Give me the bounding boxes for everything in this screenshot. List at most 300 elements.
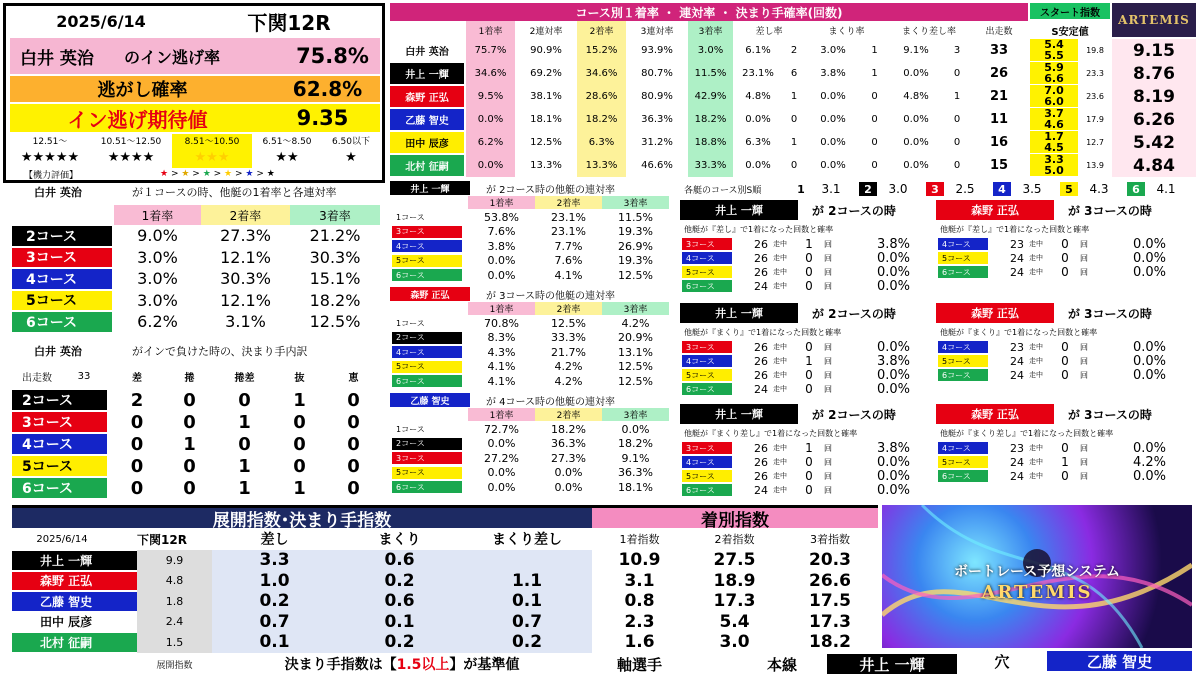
artemis-logo: ARTEMIS — [1112, 3, 1196, 37]
bottom-racer: 北村 征嗣 — [12, 633, 137, 652]
bottom-panel — [12, 505, 925, 674]
rate-cell: 33.3% — [551, 331, 586, 344]
racer-name: 井上 一輝 — [390, 63, 464, 84]
count-cell: 0 — [347, 455, 360, 477]
stat-cell: 9.5% — [466, 85, 515, 108]
stat-cell: 0.0% — [745, 160, 771, 171]
one-course-rows — [12, 225, 380, 335]
course-label: 3コース — [392, 452, 462, 464]
stat-cell: 6.1% — [745, 45, 771, 56]
rate-cell: 4.1% — [487, 360, 516, 373]
start-count: 26 — [754, 340, 768, 354]
racer-name: 北村 征嗣 — [390, 155, 464, 176]
rate-cell: 3.0% — [137, 290, 178, 310]
main-racer: 井上 一輝 — [827, 654, 957, 674]
method-index: 0.1 — [384, 611, 415, 632]
course-label: 2コース — [392, 332, 462, 344]
course-label: 4コース — [12, 269, 112, 289]
course-label: 2コース — [12, 390, 107, 410]
win-rate: 0.0% — [876, 368, 910, 382]
finish-method-panels — [680, 200, 1198, 502]
col-header: まくり差し率 — [901, 26, 956, 37]
method-index: 0.2 — [511, 632, 543, 653]
stat-cell: 15.2% — [577, 39, 626, 62]
stat-cell: 33.3% — [688, 154, 733, 177]
rate-cell: 11.5% — [618, 210, 653, 224]
win-rate: 0.0% — [876, 251, 910, 265]
rate-cell: 12.1% — [220, 290, 271, 310]
rate-cell: 0.0% — [487, 254, 516, 267]
stat-cell: 11.5% — [688, 62, 733, 85]
panel-subtitle: 他艇が『まくり』で1着になった回数と確率 — [684, 327, 842, 337]
stat-cell: 0.0% — [820, 91, 846, 102]
stat-cell: 46.6% — [641, 160, 673, 171]
mid-racer: 乙藤 智史 — [390, 393, 470, 407]
bottom-racer: 森野 正弘 — [12, 572, 137, 591]
count-cell: 0 — [183, 389, 196, 411]
s-value: 13.9 — [1086, 161, 1104, 170]
start-count: 24 — [754, 483, 768, 497]
stat-cell: 69.2% — [530, 68, 562, 79]
method-index: 1.1 — [511, 570, 543, 591]
win-count: 0 — [1061, 441, 1069, 455]
bottom-racer: 乙藤 智史 — [12, 592, 137, 611]
unit-label: 回 — [824, 342, 832, 352]
stat-cell: 6.3% — [577, 131, 626, 154]
course-label: 6コース — [682, 280, 732, 292]
one-course-h1: 1着率 — [114, 205, 201, 225]
stat-cell: 18.2% — [577, 108, 626, 131]
s-order-value: 2.5 — [955, 182, 975, 196]
rate-cell: 0.0% — [554, 466, 583, 479]
stat-cell: 4.8% — [745, 91, 771, 102]
scale-stars: ★ — [345, 149, 357, 165]
mid-col-header: 1着率 — [468, 408, 535, 421]
course-label: 6コース — [938, 470, 988, 482]
unit-label: 走中 — [773, 385, 787, 393]
count-cell: 0 — [347, 411, 360, 433]
unit-label: 回 — [824, 253, 832, 263]
scale-range: 10.51～12.50 — [100, 136, 162, 146]
rate-cell: 20.9% — [618, 331, 653, 344]
unit-label: 回 — [824, 384, 832, 394]
win-rate: 0.0% — [1132, 469, 1166, 483]
rate-cell: 19.3% — [618, 225, 653, 238]
method-index — [462, 550, 592, 571]
stat-cell: 0.0% — [745, 114, 771, 125]
rate-cell: 36.3% — [551, 437, 586, 450]
unit-label: 走中 — [1029, 371, 1043, 379]
rate-cell: 7.6% — [554, 254, 583, 267]
rate-cell: 18.1% — [618, 480, 653, 494]
course-label: 5コース — [682, 470, 732, 482]
in-rate-label: のイン逃げ率 — [124, 47, 221, 67]
mid-col-header: 2着率 — [535, 196, 602, 209]
stat-cell: 0.0% — [820, 114, 846, 125]
rate-cell: 27.2% — [484, 451, 519, 465]
unit-label: 走中 — [1029, 254, 1043, 262]
one-course-title — [10, 183, 388, 201]
col-header: 3着率 — [688, 21, 733, 39]
stat-cell: 26 — [989, 66, 1009, 81]
start-index: 8.76 — [1112, 62, 1196, 85]
stat-cell: 34.6% — [577, 62, 626, 85]
stat-cell: 13.3% — [577, 154, 626, 177]
course-label: 5コース — [392, 255, 462, 267]
mid-col-header: 1着率 — [468, 196, 535, 209]
unit-label: 回 — [1080, 239, 1088, 249]
win-count: 0 — [805, 455, 813, 469]
mid-col-header: 1着率 — [468, 302, 535, 315]
unit-label: 回 — [1080, 370, 1088, 380]
s-stable-label: S安定値 — [1051, 26, 1089, 38]
stat-cell: 75.7% — [466, 39, 515, 62]
course-label: 6コース — [392, 375, 462, 387]
one-course-caption: が１コースの時、他艇の1着率と各連対率 — [132, 186, 337, 199]
rate-cell: 6.2% — [137, 312, 178, 332]
racer-name: 田中 辰彦 — [390, 132, 464, 153]
start-count: 26 — [754, 441, 768, 455]
unit-label: 走中 — [773, 444, 787, 452]
stat-cell: 34.6% — [466, 62, 515, 85]
mid-racer: 森野 正弘 — [390, 287, 470, 301]
star-scale — [10, 134, 380, 168]
start-index-label: スタート指数 — [1030, 3, 1110, 19]
start-count: 26 — [754, 368, 768, 382]
start-count: 24 — [1010, 469, 1024, 483]
rate-cell: 13.1% — [618, 345, 653, 359]
count-cell: 0 — [293, 433, 306, 455]
panel-caption: が 3コースの時 — [1068, 306, 1152, 321]
one-course-h3: 3着率 — [290, 205, 380, 225]
count-cell: 0 — [130, 477, 144, 499]
mid-caption: が 3コース時の他艇の連対率 — [486, 290, 616, 301]
panel-racer: 森野 正弘 — [936, 200, 1054, 220]
unit-label: 回 — [824, 485, 832, 495]
s-order-course: 3 — [926, 182, 944, 196]
stat-cell: 93.9% — [641, 45, 673, 56]
dev-index: 4.8 — [137, 571, 212, 592]
win-count: 0 — [1061, 354, 1069, 368]
stat-cell: 1 — [871, 68, 878, 79]
mid-col-header: 3着率 — [602, 302, 669, 315]
stat-cell: 6 — [790, 68, 798, 79]
win-count: 0 — [805, 279, 813, 293]
start-count: 26 — [754, 237, 768, 251]
win-count: 0 — [1061, 237, 1069, 251]
stat-cell: 0 — [953, 114, 961, 125]
win-count: 0 — [805, 340, 813, 354]
col-header: 3連対率 — [640, 26, 674, 37]
stat-cell: 0.0% — [466, 108, 515, 131]
win-rate: 0.0% — [1132, 441, 1166, 455]
finish-index: 3.0 — [719, 632, 750, 653]
mid-caption: が 2コース時の他艇の連対率 — [486, 184, 616, 195]
count-cell: 0 — [238, 389, 251, 411]
bottom-racer: 井上 一輝 — [12, 551, 137, 570]
rate-cell: 9.1% — [621, 451, 650, 465]
win-rate: 0.0% — [876, 469, 910, 483]
s-order-value: 3.0 — [888, 182, 908, 196]
course-label: 4コース — [682, 355, 732, 367]
panel-caption: が 3コースの時 — [1068, 407, 1152, 422]
panel-racer: 森野 正弘 — [936, 404, 1054, 424]
mid-racer: 井上 一輝 — [390, 181, 470, 195]
method-index: 0.2 — [384, 632, 415, 653]
course-label: 6コース — [12, 478, 107, 498]
rate-cell: 8.3% — [487, 331, 516, 344]
course-label: 1コース — [392, 423, 462, 435]
ana-label: 穴 — [994, 652, 1010, 671]
dev-index: 9.9 — [137, 550, 212, 571]
stat-cell: 0 — [953, 137, 961, 148]
win-rate: 3.8% — [876, 441, 910, 455]
rate-cell: 3.1% — [225, 312, 266, 332]
unit-label: 回 — [1080, 267, 1088, 277]
unit-label: 回 — [824, 281, 832, 291]
rate-cell: 27.3% — [551, 451, 586, 465]
stat-cell: 0 — [953, 160, 961, 171]
mid-col-header: 2着率 — [535, 302, 602, 315]
unit-label: 走中 — [773, 371, 787, 379]
stat-cell: 21 — [989, 89, 1009, 104]
win-rate: 0.0% — [876, 455, 910, 469]
col-header: 2連対率 — [529, 26, 563, 37]
mid-caption: が 4コース時の他艇の連対率 — [486, 396, 616, 407]
course-label: 4コース — [682, 252, 732, 264]
course-label: 4コース — [938, 341, 988, 353]
unit-label: 走中 — [773, 240, 787, 248]
panel-subtitle: 他艇が『差し』で1着になった回数と確率 — [684, 224, 834, 234]
rate-cell: 7.6% — [487, 225, 516, 238]
win-count: 0 — [805, 483, 813, 497]
rate-cell: 15.1% — [309, 269, 361, 289]
course-label: 4コース — [392, 240, 462, 252]
mid-col-header: 3着率 — [602, 196, 669, 209]
mid-col-header: 3着率 — [602, 408, 669, 421]
racer-name: 森野 正弘 — [390, 86, 464, 107]
expect-row — [10, 104, 380, 132]
panel-subtitle: 他艇が『まくり』で1着になった回数と確率 — [940, 327, 1098, 337]
course-label: 4コース — [682, 456, 732, 468]
unit-label: 回 — [824, 471, 832, 481]
s-value: 23.3 — [1086, 69, 1104, 78]
stat-cell: 3.0% — [688, 39, 733, 62]
stat-cell: 15 — [989, 158, 1009, 173]
stat-cell: 11 — [989, 112, 1009, 127]
count-cell: 2 — [130, 389, 144, 411]
stat-cell: 6.2% — [466, 131, 515, 154]
stat-cell: 18.1% — [530, 114, 562, 125]
win-rate: 0.0% — [1132, 340, 1166, 354]
stat-cell: 42.9% — [688, 85, 733, 108]
rate-cell: 0.0% — [487, 437, 516, 450]
escape-row — [10, 76, 380, 102]
method-index: 0.6 — [384, 550, 415, 571]
finish-index: 5.4 — [719, 611, 750, 632]
stat-cell: 9.1% — [903, 45, 929, 56]
unit-label: 走中 — [1029, 458, 1043, 466]
in-racer-name: 白井 英治 — [20, 48, 94, 69]
rate-cell: 4.2% — [621, 316, 650, 330]
course-label: 4コース — [938, 442, 988, 454]
start-count: 24 — [1010, 368, 1024, 382]
count-cell: 0 — [238, 433, 251, 455]
rate-cell: 70.8% — [484, 316, 519, 330]
course-stats-rows — [390, 39, 1028, 177]
s-value: 17.9 — [1086, 115, 1104, 124]
finish-col-header: 1着指数 — [619, 533, 660, 546]
st-bottom: 5.0 — [1030, 165, 1078, 176]
finish-index: 17.3 — [713, 591, 756, 612]
win-rate: 0.0% — [876, 265, 910, 279]
method-index: 0.6 — [384, 591, 415, 612]
st-top: 7.0 — [1030, 85, 1078, 96]
one-course-racer: 白井 英治 — [34, 186, 82, 199]
other-boat-tables — [390, 181, 675, 501]
unit-label: 走中 — [1029, 240, 1043, 248]
s-order-course: 1 — [792, 182, 810, 196]
col-header: 1着率 — [466, 21, 515, 39]
st-top: 3.7 — [1030, 108, 1078, 119]
s-order-value: 3.1 — [821, 182, 841, 196]
count-cell: 1 — [238, 477, 251, 499]
method-index: 0.7 — [259, 611, 290, 632]
course-label: 4コース — [392, 346, 462, 358]
finish-index: 17.3 — [809, 611, 851, 632]
stat-cell: 0 — [871, 137, 878, 148]
unit-label: 回 — [1080, 253, 1088, 263]
start-count: 26 — [754, 354, 768, 368]
stat-cell: 36.3% — [641, 114, 673, 125]
s-order-course: 4 — [993, 182, 1011, 196]
stat-cell: 3.0% — [820, 45, 846, 56]
unit-label: 回 — [1080, 443, 1088, 453]
s-order-course: 5 — [1060, 182, 1078, 196]
start-index: 8.19 — [1112, 85, 1196, 108]
unit-label: 走中 — [773, 254, 787, 262]
count-cell: 0 — [183, 411, 196, 433]
rate-cell: 0.0% — [487, 466, 516, 479]
stat-cell: 0.0% — [903, 114, 929, 125]
start-count: 24 — [1010, 354, 1024, 368]
panel-caption: が 2コースの時 — [812, 306, 896, 321]
rate-cell: 27.3% — [220, 226, 271, 246]
rate-cell: 0.0% — [621, 422, 650, 436]
finish-title: 着別指数 — [592, 508, 878, 528]
start-index: 4.84 — [1112, 154, 1196, 177]
start-count: 24 — [754, 382, 768, 396]
bottom-race: 下関12R — [137, 532, 187, 547]
rate-cell: 4.1% — [487, 374, 516, 388]
col-header: まくり率 — [828, 26, 865, 37]
method-index: 1.0 — [259, 570, 290, 591]
stat-cell: 0 — [871, 160, 878, 171]
unit-label: 走中 — [773, 343, 787, 351]
ana-racer: 乙藤 智史 — [1047, 651, 1192, 671]
rate-cell: 4.2% — [554, 360, 583, 373]
rate-cell: 18.2% — [618, 437, 653, 450]
stat-cell: 0.0% — [903, 160, 929, 171]
rate-cell: 23.1% — [551, 210, 586, 224]
racer-name: 白井 英治 — [390, 40, 464, 61]
race-name: 下関12R — [247, 10, 331, 35]
stat-cell: 0 — [790, 160, 798, 171]
st-top: 5.9 — [1030, 62, 1078, 73]
rate-cell: 12.5% — [309, 312, 361, 332]
course-label: 3コース — [682, 341, 732, 353]
stat-cell: 80.9% — [641, 91, 673, 102]
scale-range: 6.50以下 — [331, 136, 371, 146]
course-label: 5コース — [682, 266, 732, 278]
s-order-bar — [680, 181, 1198, 197]
finish-index: 17.5 — [809, 591, 851, 612]
lose-starts-label: 出走数 — [22, 372, 52, 384]
note-highlight: 1.5以上 — [396, 657, 450, 673]
s-order-value: 4.3 — [1089, 182, 1109, 196]
lose-rows — [12, 389, 380, 499]
unit-label: 回 — [1080, 471, 1088, 481]
rate-cell: 0.0% — [487, 268, 516, 282]
win-count: 0 — [805, 382, 813, 396]
s-order-course: 2 — [859, 182, 877, 196]
panel-caption: が 2コースの時 — [812, 407, 896, 422]
course-label: 3コース — [12, 248, 112, 268]
count-cell: 0 — [293, 455, 306, 477]
unit-label: 回 — [1080, 342, 1088, 352]
panel-caption: が 3コースの時 — [1068, 203, 1152, 218]
count-cell: 0 — [183, 477, 196, 499]
finish-index: 2.3 — [624, 611, 655, 632]
start-index-rows — [1030, 39, 1196, 177]
stat-cell: 0.0% — [820, 137, 846, 148]
start-count: 24 — [1010, 265, 1024, 279]
dev-index: 2.4 — [137, 612, 212, 633]
win-count: 0 — [805, 368, 813, 382]
scale-stars: ★★★★ — [107, 149, 155, 165]
course-label: 5コース — [392, 467, 462, 479]
panel-subtitle: 他艇が『まくり差し』で1着になった回数と確率 — [684, 428, 858, 438]
stat-cell: 38.1% — [530, 91, 562, 102]
stat-cell: 0 — [953, 68, 961, 79]
note-post: 】が基準値 — [449, 657, 520, 673]
win-rate: 0.0% — [1132, 368, 1166, 382]
rate-cell: 3.0% — [137, 247, 178, 267]
st-bottom: 6.6 — [1030, 73, 1078, 84]
win-rate: 0.0% — [876, 483, 910, 497]
rate-cell: 4.2% — [554, 374, 583, 388]
course-label: 6コース — [392, 269, 462, 281]
rate-cell: 30.3% — [309, 247, 361, 267]
stat-cell: 4.8% — [903, 91, 929, 102]
stat-cell: 0.0% — [903, 137, 929, 148]
lose-title — [10, 343, 388, 359]
s-order-label: 各艇のコース別S順 — [684, 185, 762, 196]
win-rate: 0.0% — [1132, 354, 1166, 368]
rate-cell: 9.0% — [137, 226, 178, 246]
count-cell: 1 — [183, 433, 196, 455]
finish-index: 10.9 — [618, 550, 661, 571]
lose-racer: 白井 英治 — [34, 345, 82, 358]
rate-cell: 3.0% — [137, 269, 178, 289]
count-cell: 1 — [293, 389, 306, 411]
start-index: 6.26 — [1112, 108, 1196, 131]
start-count: 26 — [754, 251, 768, 265]
win-count: 0 — [1061, 265, 1069, 279]
course-label: 4コース — [938, 238, 988, 250]
win-rate: 0.0% — [876, 382, 910, 396]
rate-cell: 19.3% — [618, 254, 653, 267]
